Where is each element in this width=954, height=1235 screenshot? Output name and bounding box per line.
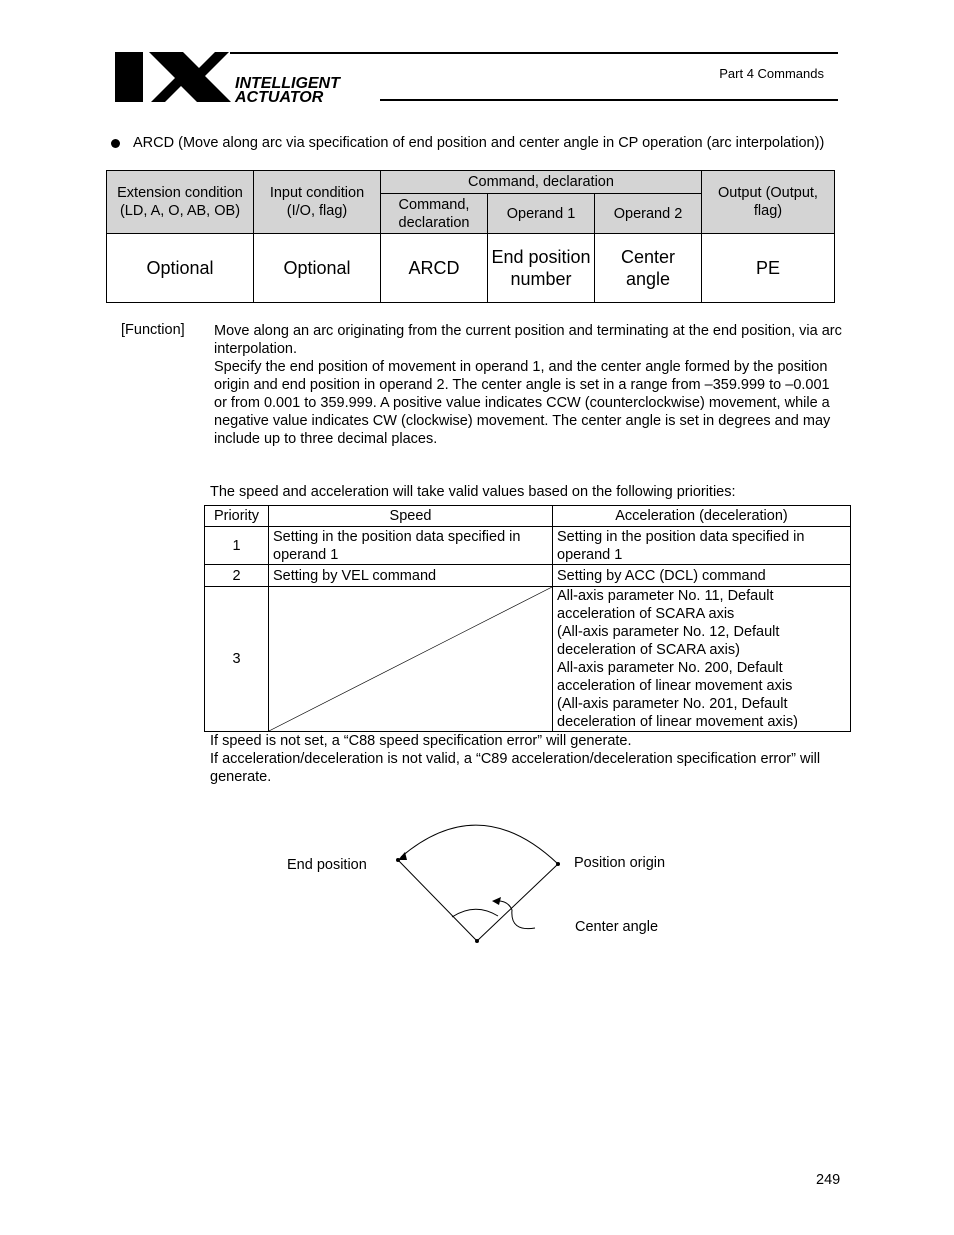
speed-cell: Setting in the position data specified in operand 1 (269, 527, 553, 565)
cell-command: ARCD (381, 234, 488, 303)
accel-cell: All-axis parameter No. 11, Default acceleration of SCARA axis (All-axis parameter No. 12, Default deceleration of SCARA axis) All-axis parameter No. 200, Default acceleration of linear movement axis (All-axis parameter No. 201, Default deceleration of linear movement axis) (553, 587, 851, 732)
header-rule-top (230, 52, 838, 54)
header-input-condition: Input condition (I/O, flag) (254, 171, 381, 234)
error-notes: If speed is not set, a “C88 speed specification error” will generate. If acceleration/deceleration is not valid, a “C89 acceleration/deceleration specification error” will generate. (210, 733, 821, 785)
priority-cell: 1 (205, 527, 269, 565)
header-operand-2: Operand 2 (595, 194, 702, 234)
table-row (205, 587, 851, 732)
bullet-icon (111, 139, 120, 148)
priority-header: Priority (205, 506, 269, 527)
accel-cell: Setting in the position data specified in operand 1 (553, 527, 851, 565)
speed-header: Speed (269, 506, 553, 527)
header-operand-1: Operand 1 (488, 194, 595, 234)
header-command-group: Command, declaration (381, 171, 702, 194)
end-position-label: End position (287, 857, 367, 873)
priority-table (204, 505, 851, 732)
center-angle-label: Center angle (575, 919, 659, 935)
header-output: Output (Output, flag) (702, 171, 835, 234)
speed-cell-not-applicable (269, 587, 553, 732)
diagonal-strike-line (269, 587, 552, 731)
accel-cell: Setting by ACC (DCL) command (553, 565, 851, 587)
priority-cell: 3 (205, 587, 269, 732)
logo-line1: INTELLIGENT (235, 75, 340, 92)
leader-arrowhead-icon (492, 897, 501, 905)
intelligent-actuator-logo (115, 52, 405, 104)
cell-operand-1: End position number (488, 234, 595, 303)
end-point (396, 858, 400, 862)
accel-header: Acceleration (deceleration) (553, 506, 851, 527)
radius-to-end (398, 860, 477, 941)
header-command: Command, declaration (381, 194, 488, 234)
logo-line2: ACTUATOR (235, 89, 324, 104)
origin-point (556, 862, 560, 866)
table-row (205, 565, 851, 587)
priority-intro: The speed and acceleration will take valid values based on the following priorities: (210, 484, 736, 500)
function-label: [Function] (121, 322, 185, 338)
command-table (106, 170, 835, 303)
center-point (475, 939, 479, 943)
page-number: 249 (816, 1172, 841, 1188)
cell-extension-condition: Optional (107, 234, 254, 303)
command-intro: ARCD (Move along arc via specification of end position and center angle in CP operation (arc interpolation)) (133, 135, 825, 151)
radius-to-origin (477, 864, 558, 941)
priority-cell: 2 (205, 565, 269, 587)
table-row (205, 527, 851, 565)
function-description: Move along an arc originating from the current position and terminating at the end position, via arc interpolation. Specify the end position of movement in operand 1, and the center angle formed by the position origin and end position in operand 2. The center angle is set in a range from –359.999 to –0.001 or from 0.001 to 359.999. A positive value indicates CCW (counterclockwise) movement, while a negative value indicates CW (clockwise) movement. The center angle is set in degrees and may include up to three decimal places. (214, 323, 842, 447)
cell-operand-2: Center angle (595, 234, 702, 303)
arc-path (401, 825, 558, 864)
arc-diagram (280, 820, 700, 960)
header-extension-condition: Extension condition (LD, A, O, AB, OB) (107, 171, 254, 234)
section-title: Part 4 Commands (719, 66, 824, 81)
cell-output: PE (702, 234, 835, 303)
header-rule-bottom (380, 99, 838, 101)
cell-input-condition: Optional (254, 234, 381, 303)
position-origin-label: Position origin (574, 855, 666, 871)
speed-cell: Setting by VEL command (269, 565, 553, 587)
angle-arc (452, 909, 498, 917)
